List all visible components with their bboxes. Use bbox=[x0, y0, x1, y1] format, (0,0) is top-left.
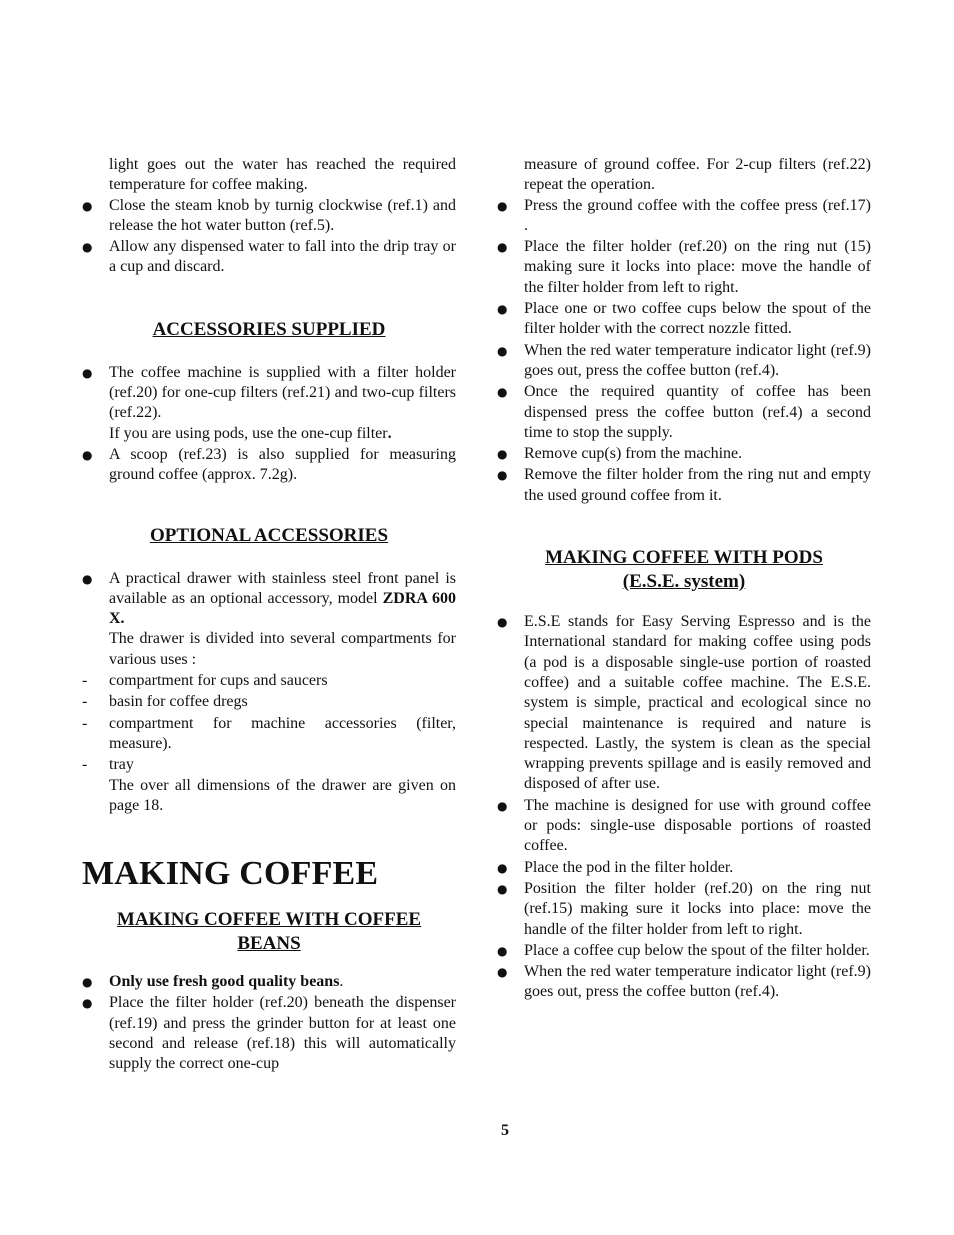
bullet-icon: ● bbox=[82, 447, 93, 462]
list-item-text: Remove cup(s) from the machine. bbox=[524, 445, 743, 463]
list-item-text: The machine is designed for use with ground coffee or pods: single-use disposable portions of roasted coffee. bbox=[524, 796, 871, 855]
list-item-text: Allow any dispensed water to fall into the drip tray or a cup and discard. bbox=[109, 238, 456, 276]
section-heading bbox=[497, 546, 871, 594]
list-item-text: Place the pod in the filter holder. bbox=[524, 858, 734, 876]
dash-item bbox=[82, 714, 456, 755]
heading-line: BEANS bbox=[237, 933, 301, 955]
optional-accessories-section bbox=[82, 524, 456, 817]
heading-line: MAKING COFFEE WITH COFFEE bbox=[116, 909, 422, 931]
making-coffee-section bbox=[82, 854, 456, 1074]
continuation-text: measure of ground coffee. For 2-cup filters (ref.22) repeat the operation. bbox=[524, 156, 871, 194]
bullet-icon: ● bbox=[497, 860, 508, 875]
list-item bbox=[497, 237, 871, 298]
bullet-icon: ● bbox=[497, 240, 508, 255]
list-item bbox=[497, 299, 871, 340]
section-heading: OPTIONAL ACCESSORIES bbox=[149, 524, 389, 546]
list-item bbox=[82, 445, 456, 486]
continuation-text: light goes out the water has reached the required temperature for coffee making. bbox=[109, 156, 456, 194]
page-number: 5 bbox=[501, 1122, 509, 1139]
right-column bbox=[497, 155, 871, 1004]
bullet-icon: ● bbox=[497, 615, 508, 630]
list-item bbox=[497, 962, 871, 1003]
list-item-text: Position the filter holder (ref.20) on the ring nut (ref.15) making sure it locks into place: move the handle of the filter holder from left to right. bbox=[524, 879, 871, 938]
dash-item bbox=[82, 692, 456, 712]
list-item-text: Place one or two coffee cups below the spout of the filter holder with the correct nozzle fitted. bbox=[524, 300, 871, 338]
list-item bbox=[497, 879, 871, 940]
list-item-note: If you are using pods, use the one-cup filter bbox=[109, 424, 388, 442]
model-number: ZDRA 600 X. bbox=[109, 589, 457, 628]
list-item-text: When the red water temperature indicator light (ref.9) goes out, press the coffee button (ref.4). bbox=[524, 341, 871, 379]
heading-line: (E.S.E. system) bbox=[622, 571, 746, 593]
bullet-icon: ● bbox=[497, 468, 508, 483]
list-item-text: E.S.E stands for Easy Serving Espresso and is the International standard for making coffee using pods (a pod is a disposable single-use portion of roasted coffee) and a suitable coffee machine. The E.S.E. system is simple, practical and ecological since no special maintenance is required and nature is respected. Lastly, the system is clean as the special wrapping prevents spillage and is easily removed and disposed of after use. bbox=[524, 613, 871, 793]
list-item-text: Press the ground coffee with the coffee press (ref.17) . bbox=[524, 196, 871, 234]
list-item bbox=[497, 196, 871, 237]
list-item-period: . bbox=[339, 973, 344, 991]
dash-icon: - bbox=[82, 672, 88, 690]
list-item-note: The drawer is divided into several compartments for various uses : bbox=[109, 630, 456, 668]
list-item-text: When the red water temperature indicator light (ref.9) goes out, press the coffee button (ref.4). bbox=[524, 963, 871, 1001]
bullet-icon: ● bbox=[82, 975, 93, 990]
bullet-icon: ● bbox=[497, 943, 508, 958]
list-item bbox=[497, 858, 871, 878]
bullet-icon: ● bbox=[497, 198, 508, 213]
list-item bbox=[82, 363, 456, 444]
accessories-supplied-section bbox=[82, 318, 456, 486]
bullet-icon: ● bbox=[82, 571, 93, 586]
note-period: . bbox=[387, 424, 392, 442]
bullet-icon: ● bbox=[82, 365, 93, 380]
bullet-icon: ● bbox=[497, 965, 508, 980]
list-item-text: Only use fresh good quality beans bbox=[109, 973, 340, 991]
list-item-text: Place the filter holder (ref.20) on the ring nut (15) making sure it locks into place: move the handle of the filter holder from left to right. bbox=[524, 238, 871, 296]
section-heading: ACCESSORIES SUPPLIED bbox=[152, 318, 386, 340]
bullet-icon: ● bbox=[82, 996, 93, 1011]
dash-item bbox=[82, 755, 456, 816]
list-item bbox=[497, 612, 871, 795]
heading-line: MAKING COFFEE WITH PODS bbox=[545, 547, 823, 569]
dash-item-text: tray bbox=[109, 756, 134, 774]
list-item-text: A practical drawer with stainless steel front panel is available as an optional accessory, model bbox=[109, 569, 456, 607]
list-item-text: A scoop (ref.23) is also supplied for measuring ground coffee (approx. 7.2g). bbox=[109, 445, 456, 484]
list-item-text: The coffee machine is supplied with a filter holder (ref.20) for one-cup filters (ref.21) and two-cup filters (ref.22). bbox=[109, 363, 456, 422]
list-item-text: Place the filter holder (ref.20) beneath the dispenser (ref.19) and press the grinder button for at least one second and release (ref.18) this will automatically supply the correct one-cup bbox=[109, 994, 456, 1073]
page-title: MAKING COFFEE bbox=[82, 855, 379, 893]
pods-section bbox=[497, 546, 871, 1003]
list-item bbox=[82, 972, 456, 992]
bullet-icon: ● bbox=[497, 881, 508, 896]
list-item bbox=[497, 444, 871, 464]
dash-icon: - bbox=[82, 714, 88, 732]
dimensions-note: The over all dimensions of the drawer are given on page 18. bbox=[109, 776, 456, 814]
list-item bbox=[82, 569, 456, 670]
list-item bbox=[497, 382, 871, 443]
left-column bbox=[82, 155, 456, 1076]
bullet-icon: ● bbox=[497, 798, 508, 813]
dash-item-text: compartment for cups and saucers bbox=[109, 672, 328, 690]
list-item bbox=[497, 796, 871, 857]
bullet-icon: ● bbox=[82, 240, 93, 255]
list-item bbox=[497, 941, 871, 961]
list-item-text: Place a coffee cup below the spout of the filter holder. bbox=[524, 941, 870, 959]
dash-icon: - bbox=[82, 693, 88, 711]
list-item-text: Close the steam knob by turnig clockwise (ref.1) and release the hot water button (ref.5). bbox=[109, 196, 456, 234]
list-item-text: Once the required quantity of coffee has been dispensed press the coffee button (ref.4) a second time to stop the supply. bbox=[524, 383, 871, 441]
list-item bbox=[82, 993, 456, 1074]
bullet-icon: ● bbox=[497, 447, 508, 462]
list-item bbox=[82, 196, 456, 237]
list-item bbox=[497, 341, 871, 382]
dash-item-text: basin for coffee dregs bbox=[109, 693, 248, 711]
list-item bbox=[82, 237, 456, 278]
bullet-icon: ● bbox=[497, 302, 508, 317]
beans-continued-section bbox=[497, 155, 871, 506]
bullet-icon: ● bbox=[82, 198, 93, 213]
dash-icon: - bbox=[82, 756, 88, 774]
bullet-icon: ● bbox=[497, 385, 508, 400]
list-item bbox=[497, 465, 871, 506]
bullet-icon: ● bbox=[497, 343, 508, 358]
intro-section bbox=[82, 155, 456, 278]
dash-item-text: compartment for machine accessories (filter, measure). bbox=[109, 714, 456, 752]
section-heading bbox=[82, 908, 456, 956]
dash-item bbox=[82, 671, 456, 691]
list-item-text: Remove the filter holder from the ring nut and empty the used ground coffee from it. bbox=[524, 466, 871, 504]
